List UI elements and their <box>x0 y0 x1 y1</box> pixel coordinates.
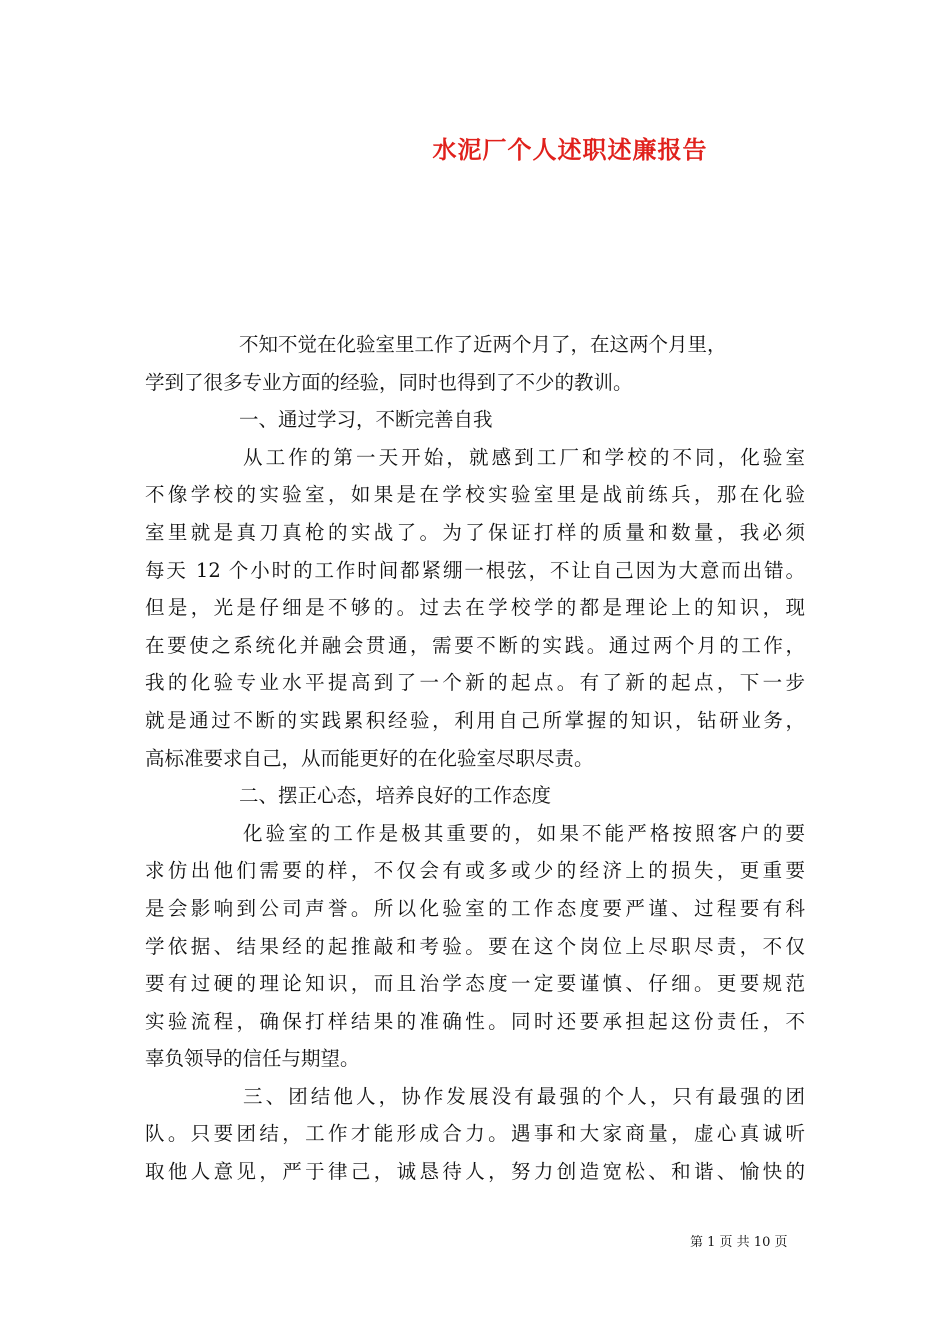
body-line: 不知不觉在化验室里工作了近两个月了，在这两个月里， <box>239 333 727 356</box>
body-line: 队。只要团结，工作才能形成合力。遇事和大家商量，虚心真诚听 <box>145 1122 805 1146</box>
body-line: 实验流程，确保打样结果的准确性。同时还要承担起这份责任，不 <box>145 1009 805 1033</box>
body-line: 是会影响到公司声誉。所以化验室的工作态度要严谨、过程要有科 <box>145 896 805 920</box>
body-line: 一、通过学习，不断完善自我 <box>239 408 493 432</box>
document-title: 水泥厂个人述职述廉报告 <box>432 135 708 164</box>
body-line: 取他人意见，严于律己，诚恳待人，努力创造宽松、和谐、愉快的 <box>145 1160 805 1184</box>
page-footer: 第 1 页 共 10 页 <box>690 1235 788 1250</box>
body-line: 从工作的第一天开始，就感到工厂和学校的不同，化验室 <box>243 445 805 469</box>
body-line: 辜负领导的信任与期望。 <box>145 1047 360 1071</box>
body-line: 但是，光是仔细是不够的。过去在学校学的都是理论上的知识，现 <box>145 596 805 620</box>
body-line: 要有过硬的理论知识，而且治学态度一定要谨慎、仔细。更要规范 <box>145 972 805 996</box>
body-line: 就是通过不断的实践累积经验，利用自己所掌握的知识，钻研业务， <box>145 708 805 732</box>
body-line: 三、团结他人，协作发展没有最强的个人，只有最强的团 <box>243 1084 805 1108</box>
body-line: 不像学校的实验室，如果是在学校实验室里是战前练兵，那在化验 <box>145 483 805 507</box>
body-line: 学依据、结果经的起推敲和考验。要在这个岗位上尽职尽责，不仅 <box>145 934 805 958</box>
body-line: 我的化验专业水平提高到了一个新的起点。有了新的起点，下一步 <box>145 671 805 695</box>
body-line: 室里就是真刀真枪的实战了。为了保证打样的质量和数量，我必须 <box>145 520 805 544</box>
body-line: 每天 12 个小时的工作时间都紧绷一根弦，不让自己因为大意而出错。 <box>145 558 805 582</box>
body-line: 求仿出他们需要的样，不仅会有或多或少的经济上的损失，更重要 <box>145 859 805 883</box>
body-line: 高标准要求自己，从而能更好的在化验室尽职尽责。 <box>145 746 594 770</box>
body-line: 二、摆正心态，培养良好的工作态度 <box>239 784 552 808</box>
body-line: 在要使之系统化并融会贯通，需要不断的实践。通过两个月的工作， <box>145 633 805 657</box>
document-body <box>145 326 805 1191</box>
body-line: 化验室的工作是极其重要的，如果不能严格按照客户的要 <box>243 821 805 845</box>
body-line: 学到了很多专业方面的经验，同时也得到了不少的教训。 <box>145 370 633 394</box>
